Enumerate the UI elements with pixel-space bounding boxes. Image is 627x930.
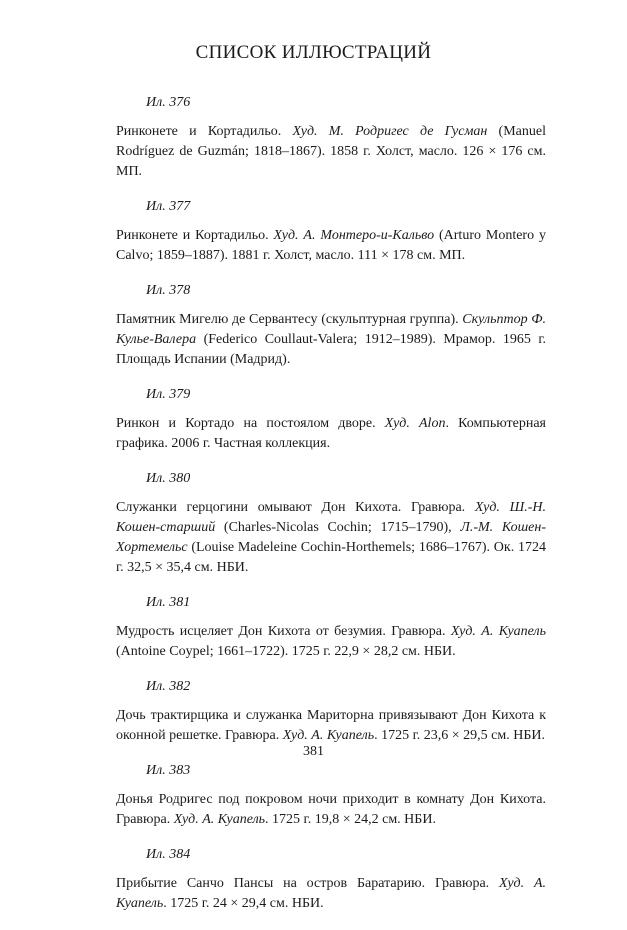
illustration-entry xyxy=(116,94,546,182)
caption-author: Худ. А. Монтеро-и-Кальво xyxy=(273,228,435,243)
caption-author: Худ. А. Куапель xyxy=(173,812,266,827)
caption-text: (Manuel Rodríguez de Guzmán; 1818–1867). 1858 г. Холст, масло. 126 × 176 см. МП. xyxy=(116,124,546,179)
illustration-number: Ил. 380 xyxy=(146,471,191,486)
illustration-caption xyxy=(116,498,546,578)
illustration-list xyxy=(116,94,546,930)
illustration-number: Ил. 377 xyxy=(146,199,191,214)
caption-author: Скульптор Ф. Кулье-Валера xyxy=(116,312,546,347)
illustration-caption xyxy=(116,226,546,266)
illustration-caption xyxy=(116,874,546,914)
illustration-entry xyxy=(116,386,546,454)
illustration-number: Ил. 379 xyxy=(146,387,191,402)
illustration-entry xyxy=(116,470,546,578)
illustration-caption xyxy=(116,122,546,182)
illustration-number: Ил. 378 xyxy=(146,283,191,298)
caption-text: Мудрость исцеляет Дон Кихота от безумия. Гравюра. xyxy=(116,624,451,639)
caption-text: Дочь трактирщика и служанка Мариторна привязывают Дон Кихота к оконной решетке. Гравюра. xyxy=(116,708,546,743)
illustration-number: Ил. 382 xyxy=(146,679,191,694)
caption-text: Памятник Мигелю де Сервантесу (скульптурная группа). xyxy=(116,312,463,327)
illustration-caption xyxy=(116,310,546,370)
illustration-entry xyxy=(116,594,546,662)
illustration-number: Ил. 384 xyxy=(146,847,191,862)
page-number: 381 xyxy=(303,744,324,759)
caption-author: Худ. Ш.-Н. Кошен-старший xyxy=(116,500,546,535)
caption-text: (Antoine Coypel; 1661–1722). 1725 г. 22,9 × 28,2 см. НБИ. xyxy=(116,644,456,659)
caption-text: Ринконете и Кортадильо. xyxy=(116,228,274,243)
caption-text: . 1725 г. 24 × 29,4 см. НБИ. xyxy=(163,896,324,911)
caption-author: Худ. А. Куапель xyxy=(116,876,546,911)
illustration-number: Ил. 376 xyxy=(146,95,191,110)
caption-text: (Louise Madeleine Cochin-Horthemels; 1686–1767). Ок. 1724 г. 32,5 × 35,4 см. НБИ. xyxy=(116,540,546,575)
caption-text: Ринкон и Кортадо на постоялом дворе. xyxy=(116,416,385,431)
illustration-entry xyxy=(116,282,546,370)
caption-author: Худ. М. Родригес де Гусман xyxy=(292,124,488,139)
illustration-number: Ил. 383 xyxy=(146,763,191,778)
caption-text: . 1725 г. 23,6 × 29,5 см. НБИ. xyxy=(374,728,546,743)
illustration-caption xyxy=(116,622,546,662)
caption-text: Прибытие Санчо Пансы на остров Баратарию. Гравюра. xyxy=(116,876,500,891)
caption-text: Донья Родригес под покровом ночи приходит в комнату Дон Кихота. Гравюра. xyxy=(116,792,546,827)
illustration-entry xyxy=(116,678,546,746)
caption-text: . Компьютерная графика. 2006 г. Частная коллекция. xyxy=(116,416,546,451)
caption-text: (Arturo Montero y Calvo; 1859–1887). 1881 г. Холст, масло. 111 × 178 см. МП. xyxy=(116,228,546,263)
illustration-caption xyxy=(116,790,546,830)
caption-text: (Charles-Nicolas Cochin; 1715–1790), xyxy=(215,520,461,535)
illustration-entry xyxy=(116,846,546,914)
caption-author: Худ. Alon xyxy=(384,416,446,431)
caption-text: Служанки герцогини омывают Дон Кихота. Гравюра. xyxy=(116,500,475,515)
caption-text: Ринконете и Кортадильо. xyxy=(116,124,293,139)
page-title: СПИСОК ИЛЛЮСТРАЦИЙ xyxy=(195,42,432,63)
caption-author: Л.-М. Кошен-Хортемельс xyxy=(116,520,546,555)
illustration-caption xyxy=(116,414,546,454)
caption-text: (Federico Coullaut-Valera; 1912–1989). Мрамор. 1965 г. Площадь Испании (Мадрид). xyxy=(116,332,546,367)
illustration-entry xyxy=(116,198,546,266)
illustration-entry xyxy=(116,762,546,830)
illustration-number: Ил. 381 xyxy=(146,595,191,610)
illustration-caption xyxy=(116,706,546,746)
caption-author: Худ. А. Куапель xyxy=(282,728,375,743)
caption-text: . 1725 г. 19,8 × 24,2 см. НБИ. xyxy=(265,812,436,827)
caption-author: Худ. А. Куапель xyxy=(450,624,547,639)
